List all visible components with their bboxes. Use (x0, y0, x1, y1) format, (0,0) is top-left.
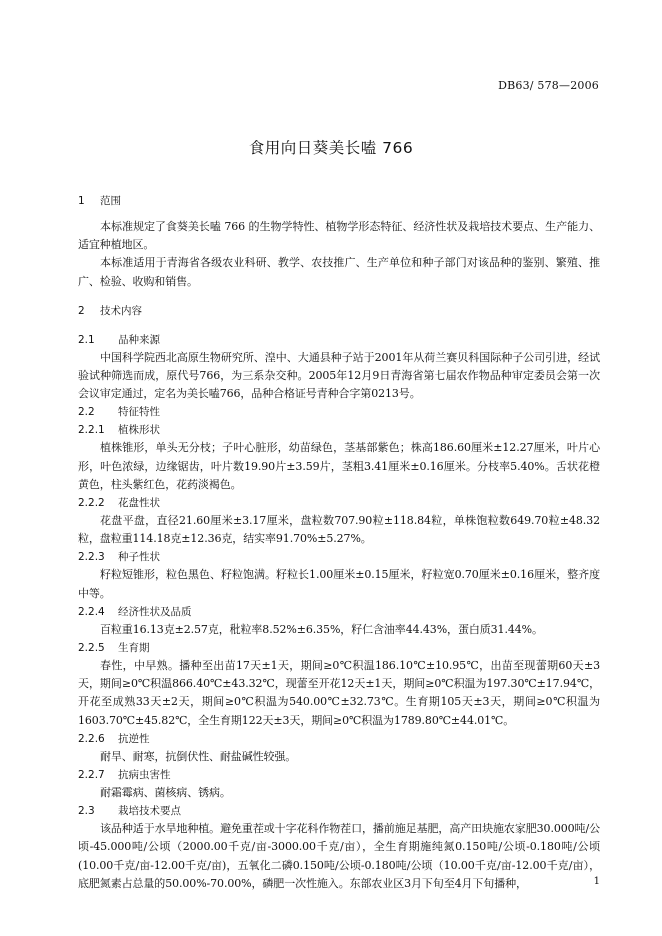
section-heading-1 (78, 191, 600, 211)
subsection-heading-2-2-5 (78, 639, 600, 657)
subsection-heading-2-2-6 (78, 730, 600, 748)
section-number: 2.1 (78, 333, 95, 346)
section-heading-2 (78, 301, 600, 321)
subsection-heading-2-2-4 (78, 603, 600, 621)
paragraph: 植株锥形，单头无分枝；子叶心脏形，幼苗绿色，茎基部紫色；株高186.60厘米±12.27厘米，叶片心形，叶色浓绿，边缘锯齿，叶片数19.90片±3.59片，茎粗3.41厘米±0.16厘米。分枝率5.40%。舌状花橙黄色，柱头紫红色，花药淡褐色。 (78, 441, 600, 491)
paragraph: 本标准适用于青海省各级农业科研、教学、农技推广、生产单位和种子部门对该品种的鉴别、繁殖、推广、检验、收购和销售。 (78, 256, 600, 288)
section-number: 2.2.7 (78, 769, 105, 782)
paragraph: 耐旱、耐寒，抗倒伏性、耐盐碱性较强。 (100, 749, 297, 763)
subsection-heading-2-2 (78, 403, 600, 421)
standard-code: DB63/ 578—2006 (498, 79, 599, 92)
subsection-heading-2-2-7 (78, 766, 600, 784)
subsection-heading-2-2-1 (78, 421, 600, 439)
section-title: 种子性状 (118, 551, 160, 564)
document-title: 食用向日葵美长嗑 766 (248, 139, 414, 157)
section-title: 抗病虫害性 (118, 769, 171, 782)
section-number: 2.3 (78, 805, 95, 818)
section-title: 生育期 (118, 642, 150, 655)
paragraph: 花盘平盘，直径21.60厘米±3.17厘米，盘粒数707.90粒±118.84粒，单株饱粒数649.70粒±48.32粒，盘粒重114.18克±12.36克，结实率91.70%±5.27%。 (78, 514, 600, 546)
subsection-heading-2-1 (78, 331, 600, 349)
section-title: 抗逆性 (118, 732, 150, 745)
section-number: 2.2.3 (78, 551, 105, 564)
section-number: 2.2.2 (78, 497, 105, 510)
paragraph: 中国科学院西北高原生物研究所、湟中、大通县种子站于2001年从荷兰赛贝科国际种子公司引进，经试验试种筛选而成，原代号766，为三系杂交种。2005年12月9日青海省第七届农作物品种审定委员会第一次会议审定通过，定名为美长嗑766，品种合格证号青种合字第0213号。 (78, 350, 600, 401)
section-number: 2.2.5 (78, 642, 105, 655)
paragraph: 该品种适于水旱地种植。避免重茬或十字花科作物茬口，播前施足基肥，高产田块施农家肥30.000吨/公顷-45.000吨/公顷（2000.00千克/亩-3000.00千克/亩），全生育期施纯氮0.150吨/公顷-0.180吨/公顷(10.00千克/亩-12.00千克/亩)，五氧化二磷0.150吨/公顷-0.180吨/公顷（10.00千克/亩-12.00千克/亩），底肥氮素占总量的50.00%-70.00%，磷肥一次性施入。东部农业区3月下旬至4月下旬播种， (78, 822, 600, 890)
subsection-heading-2-3 (78, 802, 600, 820)
section-number: 2 (78, 304, 85, 317)
section-title: 花盘性状 (118, 497, 160, 510)
paragraph: 春性，中早熟。播种至出苗17天±1天，期间≥0℃积温186.10℃±10.95℃，出苗至现蕾期60天±3天，期间≥0℃积温866.40℃±43.32℃，现蕾至开花12天±1天，期间≥0℃积温为197.30℃±17.94℃，开花至成熟33天±2天，期间≥0℃积温为540.00℃±32.73℃。生育期105天±3天，期间≥0℃积温为1603.70℃±45.82℃，全生育期122天±3天，期间≥0℃积温为1789.80℃±44.01℃。 (78, 659, 600, 727)
subsection-heading-2-2-3 (78, 548, 600, 566)
section-number: 2.2.4 (78, 605, 105, 618)
section-number: 2.2 (78, 406, 95, 419)
section-title: 栽培技术要点 (118, 805, 181, 818)
section-title: 品种来源 (118, 333, 160, 346)
paragraph: 耐霜霉病、菌核病、锈病。 (100, 786, 231, 800)
paragraph: 籽粒短锥形，粒色黑色、籽粒饱满。籽粒长1.00厘米±0.15厘米，籽粒宽0.70厘米±0.16厘米，整齐度中等。 (78, 568, 600, 600)
paragraph: 本标准规定了食葵美长嗑 766 的生物学特性、植物学形态特征、经济性状及栽培技术要点、生产能力、适宜种植地区。 (78, 220, 600, 252)
page-number: 1 (593, 876, 600, 887)
section-title: 植株形状 (118, 424, 160, 437)
section-title: 特征特性 (118, 406, 160, 419)
section-title: 范围 (100, 195, 121, 207)
paragraph: 百粒重16.13克±2.57克，秕粒率8.52%±6.35%，籽仁含油率44.43%，蛋白质31.44%。 (100, 622, 543, 636)
document-body (78, 191, 600, 893)
section-title: 技术内容 (100, 304, 142, 317)
section-number: 2.2.1 (78, 424, 105, 437)
subsection-heading-2-2-2 (78, 494, 600, 512)
section-number: 2.2.6 (78, 732, 105, 745)
section-title: 经济性状及品质 (118, 605, 192, 618)
section-number: 1 (78, 195, 85, 207)
